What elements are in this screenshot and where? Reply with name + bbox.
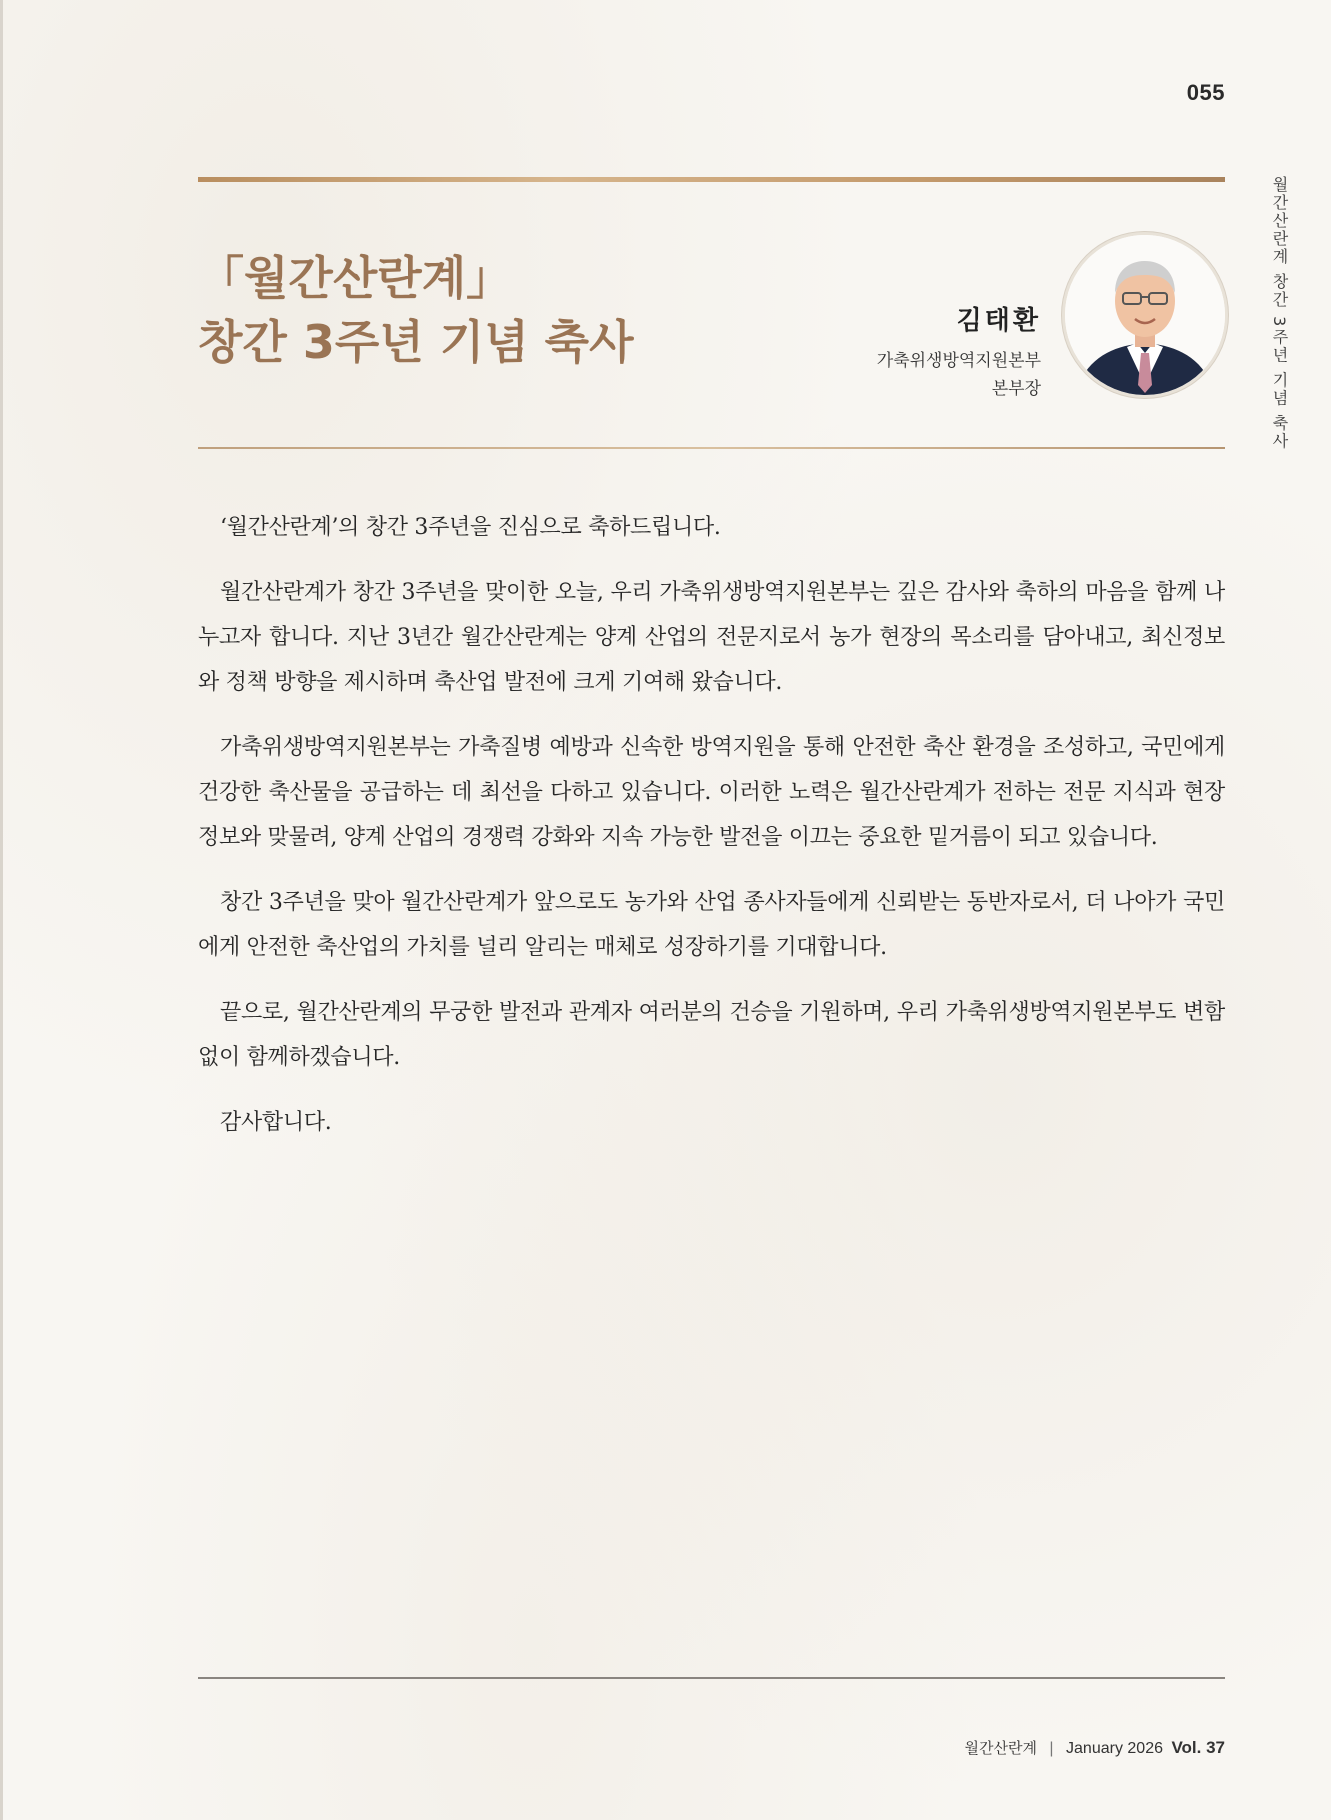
page-footer (965, 1737, 1225, 1758)
footer-separator: | (1049, 1740, 1054, 1757)
side-section-tab: 월간산란계 창간 3주년 기념 축사 (1270, 176, 1289, 451)
title-line-2: 창간 3주년 기념 축사 (198, 315, 634, 369)
page-number: 055 (1186, 80, 1225, 105)
author-organization: 가축위생방역지원본부 (876, 351, 1041, 371)
footer-volume: Vol. 37 (1171, 1738, 1225, 1757)
author-block (877, 300, 1041, 403)
body-paragraph: 창간 3주년을 맞아 월간산란계가 앞으로도 농가와 산업 종사자들에게 신뢰받는 동반자로서, 더 나아가 국민에게 안전한 축산업의 가치를 널리 알리는 매체로 성장하기를 기대합니다. (198, 890, 1225, 960)
article-title (198, 246, 634, 374)
header-divider (198, 447, 1225, 449)
footer-divider (198, 1677, 1225, 1679)
body-paragraph: 끝으로, 월간산란계의 무궁한 발전과 관계자 여러분의 건승을 기원하며, 우리 가축위생방역지원본부도 변함없이 함께하겠습니다. (198, 1000, 1225, 1070)
body-paragraph: 감사합니다. (220, 1110, 332, 1135)
body-paragraph: 가축위생방역지원본부는 가축질병 예방과 신속한 방역지원을 통해 안전한 축산 환경을 조성하고, 국민에게 건강한 축산물을 공급하는 데 최선을 다하고 있습니다. 이러한 노력은 월간산란계가 전하는 전문 지식과 현장 정보와 맞물려, 양계 산업의 경쟁력 강화와 지속 가능한 발전을 이끄는 중요한 밑거름이 되고 있습니다. (198, 735, 1225, 850)
body-paragraph: ‘월간산란계’의 창간 3주년을 진심으로 축하드립니다. (220, 515, 721, 540)
author-role: 본부장 (991, 379, 1041, 399)
title-line-1: 「월간산란계」 (198, 251, 513, 305)
author-name: 김태환 (956, 306, 1041, 336)
footer-magazine-name: 월간산란계 (964, 1739, 1037, 1757)
page-edge (0, 0, 3, 1820)
article-body (198, 505, 1225, 1165)
portrait-illustration (1065, 235, 1225, 395)
footer-issue-date: January 2026 (1066, 1740, 1163, 1757)
body-paragraph: 월간산란계가 창간 3주년을 맞이한 오늘, 우리 가축위생방역지원본부는 깊은 감사와 축하의 마음을 함께 나누고자 합니다. 지난 3년간 월간산란계는 양계 산업의 전문지로서 농가 현장의 목소리를 담아내고, 최신정보와 정책 방향을 제시하며 축산업 발전에 크게 기여해 왔습니다. (198, 580, 1225, 695)
author-portrait (1062, 232, 1228, 398)
top-divider (198, 177, 1225, 182)
